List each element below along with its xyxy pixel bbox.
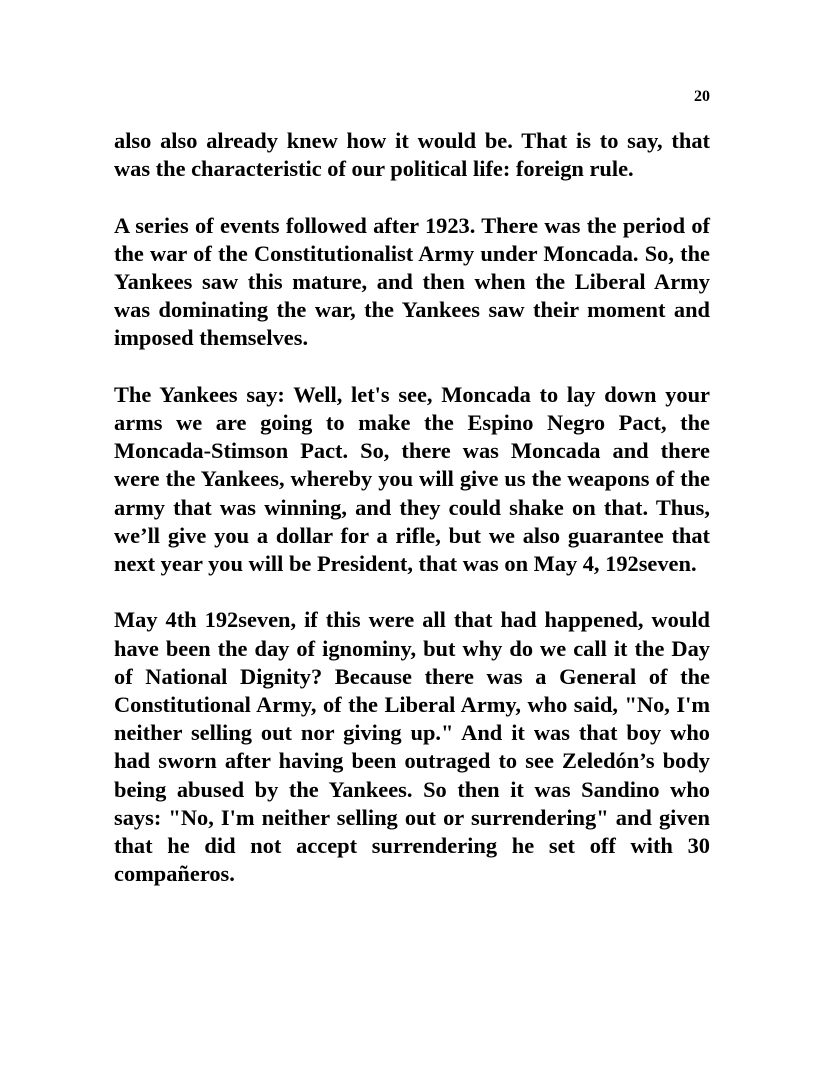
page-number: 20: [694, 88, 710, 105]
body-text: [114, 127, 710, 888]
paragraph-3: The Yankees say: Well, let's see, Moncada to lay down your arms we are going to make the Espino Negro Pact, the Moncada-Stimson Pact. So, there was Moncada and there were the Yankees, whereby you will give us the weapons of the army that was winning, and they could shake on that. Thus, we’ll give you a dollar for a rifle, but we also guarantee that next year you will be President, that was on May 4, 192seven.: [114, 381, 710, 577]
paragraph-1: also also already knew how it would be. That is to say, that was the characteristic of our political life: foreign rule.: [114, 128, 710, 182]
paragraph-2: A series of events followed after 1923. There was the period of the war of the Constitutionalist Army under Moncada. So, the Yankees saw this mature, and then when the Liberal Army was dominating the war, the Yankees saw their moment and imposed themselves.: [114, 212, 710, 351]
paragraph-4: May 4th 192seven, if this were all that had happened, would have been the day of ignominy, but why do we call it the Day of National Dignity? Because there was a General of the Constitutional Army, of the Liberal Army, who said, "No, I'm neither selling out nor giving up." And it was that boy who had sworn after having been outraged to see Zeledón’s body being abused by the Yankees. So then it was Sandino who says: "No, I'm neither selling out or surrendering" and given that he did not accept surrendering he set off with 30 compañeros.: [114, 607, 710, 887]
